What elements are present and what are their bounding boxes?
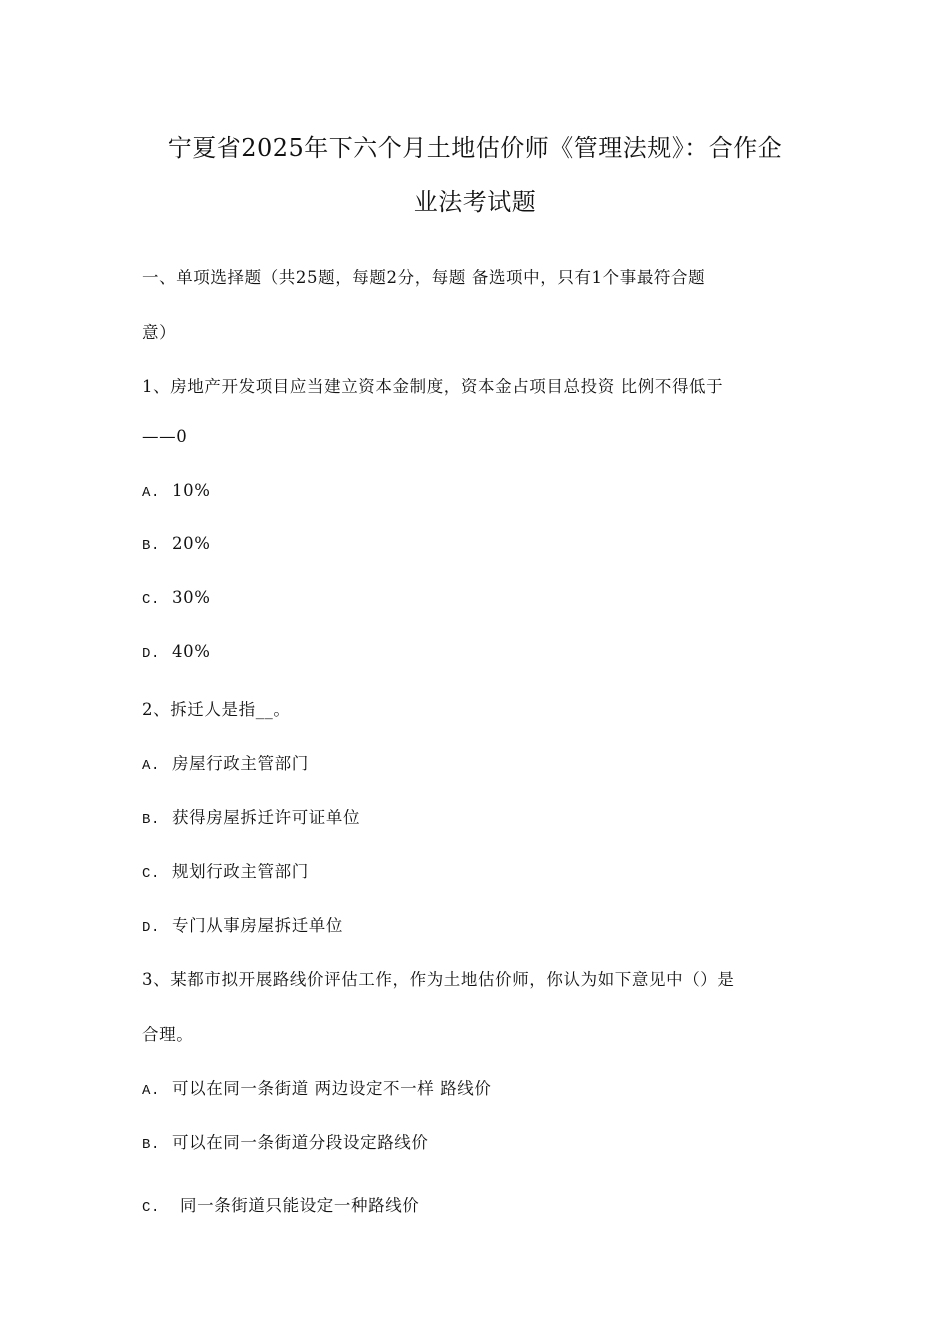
document-title-line-1: 宁夏省2025年下六个月土地估价师《管理法规》：合作企 <box>167 134 783 162</box>
question-2-stem: 2、拆迁人是指__。 <box>142 700 291 719</box>
option-letter: A. <box>142 758 161 774</box>
question-2-option-d <box>142 912 343 936</box>
option-text: 同一条街道只能设定一种路线价 <box>180 1196 420 1215</box>
option-letter: B. <box>142 1137 161 1153</box>
option-text: 获得房屋拆迁许可证单位 <box>172 808 361 827</box>
question-3-option-c <box>142 1192 419 1216</box>
option-text: 专门从事房屋拆迁单位 <box>172 916 343 935</box>
option-letter: B. <box>142 812 161 828</box>
section-heading-line-2: 意） <box>142 323 177 342</box>
option-text: 可以在同一条街道 两边设定不一样 路线价 <box>172 1079 492 1098</box>
option-letter: A. <box>142 1083 161 1099</box>
document-title-line-2: 业法考试题 <box>413 188 537 216</box>
option-text: 10% <box>172 481 211 500</box>
question-1-option-d <box>142 642 210 662</box>
option-text: 40% <box>172 642 211 661</box>
question-1-stem-line-2: ——0 <box>142 427 188 446</box>
option-text: 20% <box>172 534 211 553</box>
option-text: 30% <box>172 588 211 607</box>
question-3-stem-line-1: 3、某都市拟开展路线价评估工作，作为土地估价师，你认为如下意见中（）是 <box>142 970 735 989</box>
option-letter: C. <box>142 592 161 608</box>
option-letter: C. <box>142 1200 161 1216</box>
question-3-stem-line-2: 合理。 <box>142 1025 194 1044</box>
question-2-option-c <box>142 858 309 882</box>
option-text: 可以在同一条街道分段设定路线价 <box>172 1133 429 1152</box>
option-letter: D. <box>142 646 161 662</box>
question-2-option-b <box>142 804 360 828</box>
question-3-option-b <box>142 1129 429 1153</box>
question-2-option-a <box>142 750 309 774</box>
option-letter: A. <box>142 485 161 501</box>
option-letter: D. <box>142 920 161 936</box>
option-letter: C. <box>142 866 161 882</box>
section-heading-line-1: 一、单项选择题（共25题，每题2分，每题 备选项中，只有1个事最符合题 <box>142 268 706 287</box>
question-1-stem-line-1: 1、房地产开发项目应当建立资本金制度，资本金占项目总投资 比例不得低于 <box>142 377 724 396</box>
question-3-option-a <box>142 1075 492 1099</box>
option-letter: B. <box>142 538 161 554</box>
option-text: 规划行政主管部门 <box>172 862 309 881</box>
option-text: 房屋行政主管部门 <box>172 754 309 773</box>
question-1-option-c <box>142 588 210 608</box>
question-1-option-b <box>142 534 210 554</box>
question-1-option-a <box>142 481 210 501</box>
